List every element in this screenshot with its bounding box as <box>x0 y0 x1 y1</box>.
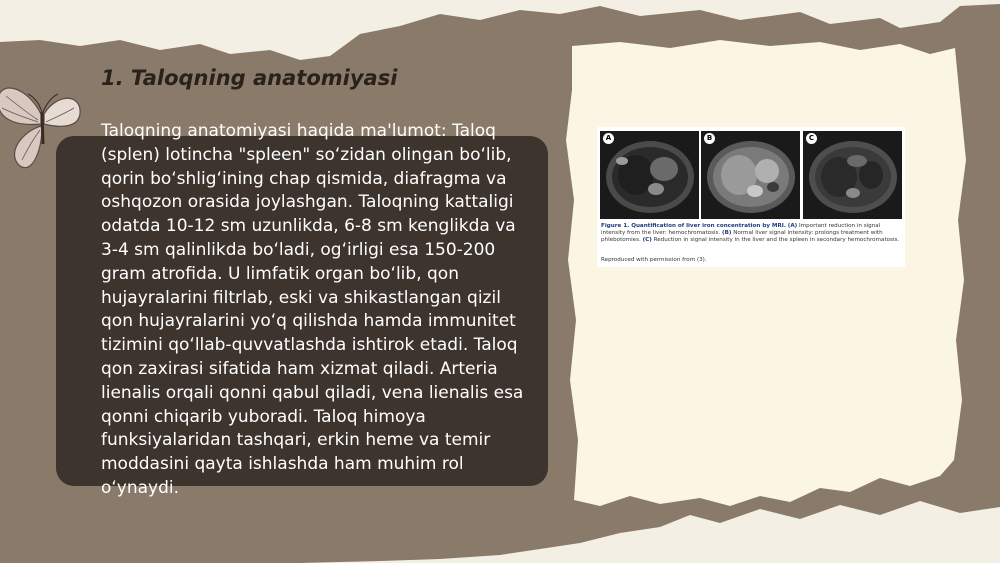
note-paper <box>560 40 970 510</box>
butterfly-icon <box>0 74 96 184</box>
panel-label-a: A <box>603 133 614 144</box>
caption-a-label: (A) <box>787 223 798 229</box>
panel-label-b: B <box>704 133 715 144</box>
mri-image-strip <box>600 131 902 219</box>
mri-panel-c <box>803 131 902 219</box>
mri-panel-a <box>600 131 699 219</box>
figure-reproduction-note: Reproduced with permission from (3). <box>601 257 707 263</box>
caption-c-label: (C) <box>642 236 652 243</box>
caption-a-text: Important reduction in signal intensity from the liver: hemochromatosis. <box>601 223 881 236</box>
caption-b-label: (B) <box>722 229 732 236</box>
slide-body-text: Taloqning anatomiyasi haqida ma'lumot: Taloq (splen) lotincha "spleen" soʻzidan olingan boʻlib, qorin boʻshligʻining chap qismida, diafragma va oshqozon orasida joylashgan. Taloqning kattaligi odatda 10-12 sm uzunlikda, 6-8 sm kenglikda va 3-4 sm qalinlikda boʻladi, ogʻirligi esa 150-200 gram atrofida. U limfatik organ boʻlib, qon hujayralarini filtrlab, eski va shikastlangan qizil qon hujayralarini yoʻq qilishda hamda immunitet tizimini qoʻllab-quvvatlashda ishtirok etadi. Taloq qon zaxirasi sifatida ham xizmat qiladi. Arteria lienalis orqali qonni qabul qiladi, vena lienalis esa qonni chiqarib yuboradi. Taloq himoya funksiyalaridan tashqari, erkin heme va temir moddasini qayta ishlashda ham muhim rol oʻynaydi. <box>101 121 524 498</box>
caption-c-text: Reduction in signal intensity in the liver and the spleen in secondary hemochromatosis. <box>653 236 900 243</box>
mri-figure <box>597 127 905 267</box>
mri-panel-b <box>701 131 800 219</box>
panel-label-c: C <box>806 133 817 144</box>
caption-title: Figure 1. Quantification of liver iron concentration by MRI. <box>601 223 787 229</box>
figure-caption <box>601 223 901 243</box>
caption-b-text: Normal liver signal intensity: prolongs treatment with phlebotomies. <box>601 229 883 243</box>
slide-title: 1. Taloqning anatomiyasi <box>101 66 398 90</box>
